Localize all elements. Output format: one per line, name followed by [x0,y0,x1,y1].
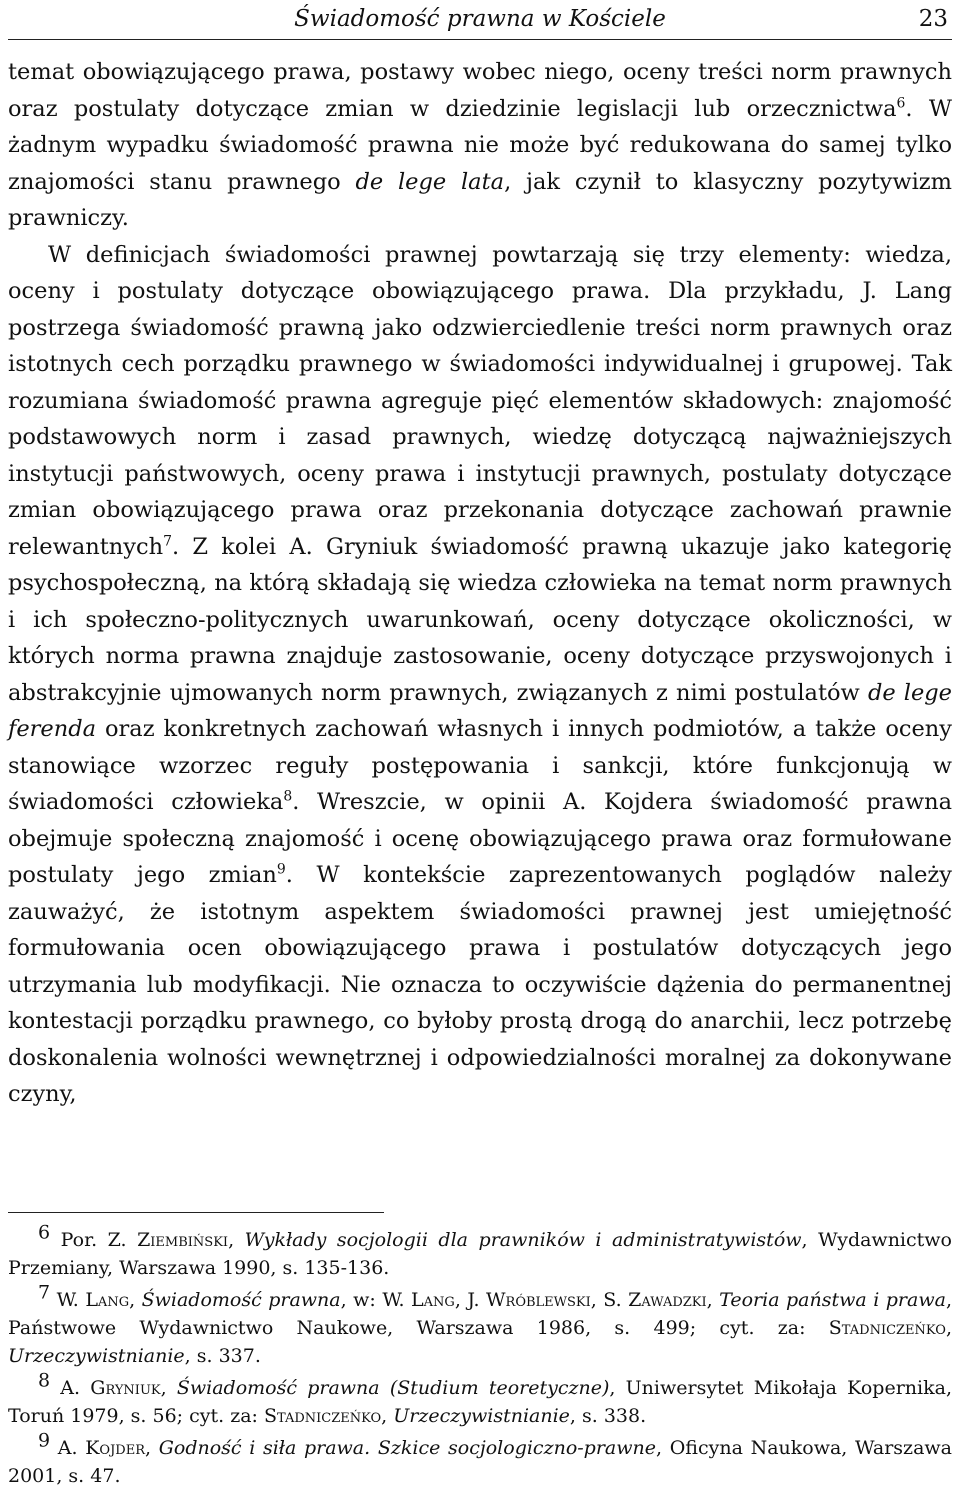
author-name: Zawadzki [628,1289,707,1311]
footnote-number: 8 [38,1369,51,1392]
text-run: , s. 338. [569,1405,647,1427]
work-title: Godność i siła prawa. Szkice socjologiczno-prawne [158,1437,656,1459]
text-run: , [706,1289,720,1311]
author-name: Stadniczeńko [828,1317,946,1339]
footnote-number: 7 [38,1281,51,1304]
text-run: . W kontekście zaprezentowanych poglądów należy zauważyć, że istotnym aspektem świadomości prawnej jest umiejętność formułowania ocen obowiązującego prawa i postulatów dotyczących jego utrzymania lub modyfikacji. Nie oznacza to oczywiście dążenia do permanentnej kontestacji porządku prawnego, co byłoby prostą drogą do anarchii, lecz potrzebę doskonalenia wolności wewnętrznej i odpowiedzialności moralnej za dokonywane czyny, [8,862,952,1107]
work-title: Świadomość prawna (Studium teoretyczne) [176,1377,610,1399]
author-name: Ziembiński [137,1229,229,1251]
page-number: 23 [918,6,948,32]
work-title: Świadomość prawna [141,1289,341,1311]
footnote-ref-7: 7 [163,533,172,549]
text-run: , s. 337. [184,1345,261,1367]
footnote-rule [8,1212,384,1213]
footnote-7 [8,1281,952,1370]
text-run: , [160,1377,177,1399]
footnote-8 [8,1369,952,1430]
footnote-ref-8: 8 [283,788,293,805]
author-name: Wróblewski [486,1289,591,1311]
footnotes [8,1221,952,1494]
author-name: Stadniczeńko [263,1405,382,1427]
text-run: , Uniwersytet Mikołaja Kopernika, Toruń 1979, s. 56; cyt. za: [8,1377,952,1427]
text-run: . Wreszcie, w opinii A. Kojdera świadomość prawna obejmuje społeczną znajomość i ocenę obowiązującego prawa oraz formułowane postulaty jego zmian [8,789,952,888]
text-run: temat obowiązującego prawa, postawy wobec niego, oceny treści norm prawnych oraz postulaty dotyczące zmian w dziedzinie legislacji lub orzecznictwa [8,59,952,122]
running-header [8,2,952,36]
latin-term: de lege ferenda [8,679,952,742]
paragraph-1 [8,54,952,237]
text-run: , w: W. [340,1289,412,1311]
text-run: . Z kolei A. Gryniuk świadomość prawną ukazuje jako kategorię psychospołeczną, na którą składają się wiedza człowieka na temat norm prawnych i ich społeczno-politycznych uwarunkowań, oceny dotyczące okoliczności, w których norma prawna znajduje zastosowanie, oceny dotyczące przyswojonych i abstrakcyjnie ujmowanych norm prawnych, związanych z nimi postulatów [8,533,952,706]
text-run: , [945,1317,952,1339]
latin-term: de lege lata [355,168,505,195]
text-run: A. [50,1437,86,1459]
author-name: Lang [411,1289,455,1311]
header-rule [8,39,952,40]
author-name: Kojder [85,1437,145,1459]
text-run: , [381,1405,394,1427]
text-run: W. [50,1289,86,1311]
text-run: , Oficyna Naukowa, Warszawa 2001, s. 47. [8,1437,952,1487]
footnote-number: 9 [38,1429,51,1452]
work-title: Urzeczywistnianie [393,1405,570,1427]
text-run: W definicjach świadomości prawnej powtarzają się trzy elementy: wiedza, oceny i postulaty dotyczące obowiązującego prawa. Dla przykładu, J. Lang postrzega świadomość prawną jako odzwierciedlenie treści norm prawnych oraz istotnych cech porządku prawnego w świadomości indywidualnej i grupowej. Tak rozumiana świadomość prawna agreguje pięć elementów składowych: znajomość podstawowych norm i zasad prawnych, wiedzę dotyczącą najważniejszych instytucji państwowych, oceny prawa i instytucji prawnych, postulaty dotyczące zmian obowiązującego prawa oraz przekonania dotyczące zachowań prawnie relewantnych [8,241,952,560]
text-run: , [228,1229,245,1251]
footnote-ref-6: 6 [896,95,906,111]
running-title: Świadomość prawna w Kościele [294,6,666,32]
main-text [8,54,952,1113]
text-run: Por. Z. [50,1229,138,1251]
author-name: Gryniuk [90,1377,161,1399]
text-run: , S. [590,1289,629,1311]
paragraph-2 [8,237,952,1113]
author-name: Lang [85,1289,130,1311]
text-run: , J. [454,1289,487,1311]
footnote-number: 6 [38,1221,51,1244]
text-run: , Wydawnictwo Przemiany, Warszawa 1990, s. 135-136. [8,1229,952,1279]
text-run: , [129,1289,142,1311]
text-run: A. [50,1377,91,1399]
text-run: . W żadnym wypadku świadomość prawna nie może być redukowana do samej tylko znajomości stanu prawnego [8,95,952,195]
text-run: , jak czynił to klasyczny pozytywizm prawniczy. [8,168,952,231]
footnote-ref-9: 9 [276,861,286,878]
text-run: , [144,1437,159,1459]
footnote-9 [8,1429,952,1490]
text-run: , Państwowe Wydawnictwo Naukowe, Warszawa 1986, s. 499; cyt. za: [8,1289,952,1339]
work-title: Teoria państwa i prawa [719,1289,946,1311]
work-title: Wykłady socjologii dla prawników i administratywistów [244,1229,802,1251]
footnote-6 [8,1221,952,1282]
text-run: oraz konkretnych zachowań własnych i innych podmiotów, a także oceny stanowiące wzorzec reguły postępowania i sankcji, które funkcjonują w świadomości człowieka [8,716,952,815]
work-title: Urzeczywistnianie [8,1345,185,1367]
